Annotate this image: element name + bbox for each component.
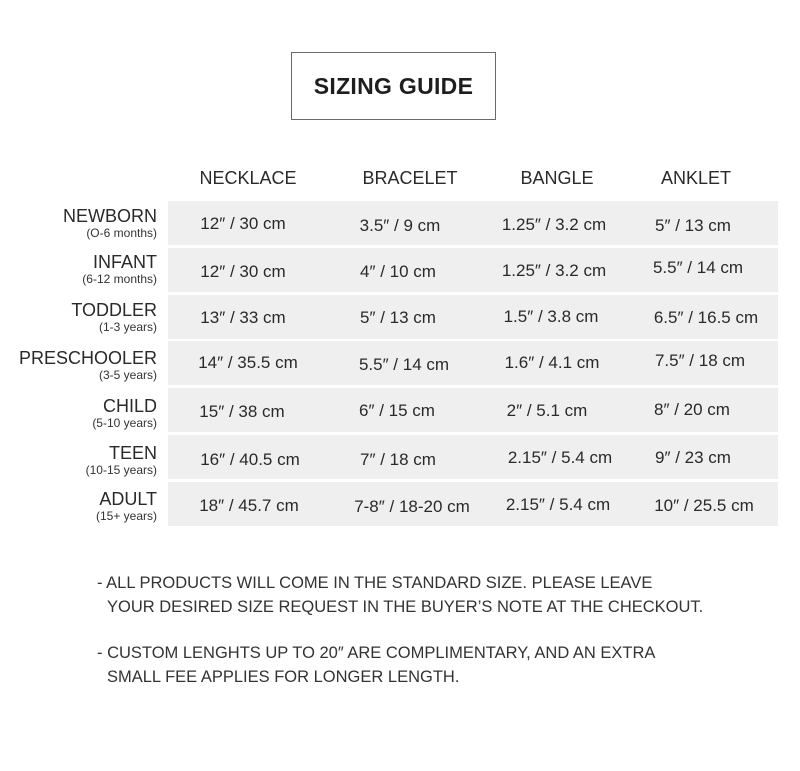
table-cell: 1.5″ / 3.8 cm [503, 307, 599, 326]
table-cell: 2″ / 5.1 cm [506, 401, 588, 420]
table-cell: 15″ / 38 cm [199, 402, 285, 421]
note-line: YOUR DESIRED SIZE REQUEST IN THE BUYER’S NOTE AT THE CHECKOUT. [107, 598, 704, 616]
row-size-name: CHILD [102, 396, 157, 416]
row-label [0, 206, 157, 240]
row-size-name: NEWBORN [63, 206, 157, 226]
table-cell: 1.6″ / 4.1 cm [504, 353, 600, 372]
note-line: SMALL FEE APPLIES FOR LONGER LENGTH. [107, 668, 460, 686]
note-line: - CUSTOM LENGHTS UP TO 20″ ARE COMPLIMENTARY, AND AN EXTRA [97, 644, 656, 662]
row-label [0, 300, 157, 334]
table-cell: 5″ / 13 cm [655, 216, 731, 235]
row-size-name: TEEN [108, 443, 157, 463]
table-cell: 7″ / 18 cm [360, 450, 436, 469]
table-cell: 8″ / 20 cm [654, 400, 730, 419]
row-age-range: (O-6 months) [86, 226, 157, 240]
table-cell: 5″ / 13 cm [360, 308, 436, 327]
table-cell: 6″ / 15 cm [359, 401, 435, 420]
column-header-necklace: NECKLACE [199, 168, 297, 188]
row-age-range: (6-12 months) [82, 272, 157, 286]
column-header-anklet: ANKLET [660, 168, 732, 188]
row-size-name: PRESCHOOLER [18, 348, 157, 368]
row-age-range: (5-10 years) [92, 416, 157, 430]
row-age-range: (1-3 years) [98, 320, 157, 334]
table-cell: 10″ / 25.5 cm [654, 496, 754, 515]
row-label [0, 252, 157, 286]
table-cell: 16″ / 40.5 cm [200, 450, 300, 469]
row-label [0, 443, 157, 477]
row-label [0, 489, 157, 523]
table-cell: 2.15″ / 5.4 cm [505, 495, 611, 514]
table-cell: 1.25″ / 3.2 cm [501, 215, 607, 234]
table-cell: 7-8″ / 18-20 cm [354, 497, 470, 516]
table-cell: 1.25″ / 3.2 cm [501, 261, 607, 280]
row-age-range: (10-15 years) [85, 463, 157, 477]
table-cell: 12″ / 30 cm [200, 214, 286, 233]
table-cell: 5.5″ / 14 cm [652, 258, 744, 277]
row-size-name: ADULT [99, 489, 157, 509]
table-cell: 7.5″ / 18 cm [654, 351, 746, 370]
table-cell: 13″ / 33 cm [200, 308, 286, 327]
note-custom-length [97, 641, 777, 689]
note-standard-size [97, 571, 777, 619]
row-age-range: (15+ years) [95, 509, 157, 523]
table-cell: 2.15″ / 5.4 cm [507, 448, 613, 467]
row-age-range: (3-5 years) [98, 368, 157, 382]
row-label [0, 396, 157, 430]
table-cell: 5.5″ / 14 cm [358, 355, 450, 374]
row-size-name: TODDLER [71, 300, 157, 320]
page-title: SIZING GUIDE [313, 72, 474, 99]
column-header-bangle: BANGLE [520, 168, 594, 188]
note-line: - ALL PRODUCTS WILL COME IN THE STANDARD SIZE. PLEASE LEAVE [97, 574, 653, 592]
table-cell: 14″ / 35.5 cm [198, 353, 298, 372]
table-cell: 4″ / 10 cm [360, 262, 436, 281]
column-header-bracelet: BRACELET [362, 168, 458, 188]
title-box [291, 52, 496, 120]
table-cell: 18″ / 45.7 cm [199, 496, 299, 515]
table-cell: 12″ / 30 cm [200, 262, 286, 281]
table-cell: 6.5″ / 16.5 cm [653, 308, 759, 327]
row-label [0, 348, 157, 382]
table-cell: 9″ / 23 cm [655, 448, 731, 467]
table-cell: 3.5″ / 9 cm [359, 216, 441, 235]
row-size-name: INFANT [92, 252, 157, 272]
